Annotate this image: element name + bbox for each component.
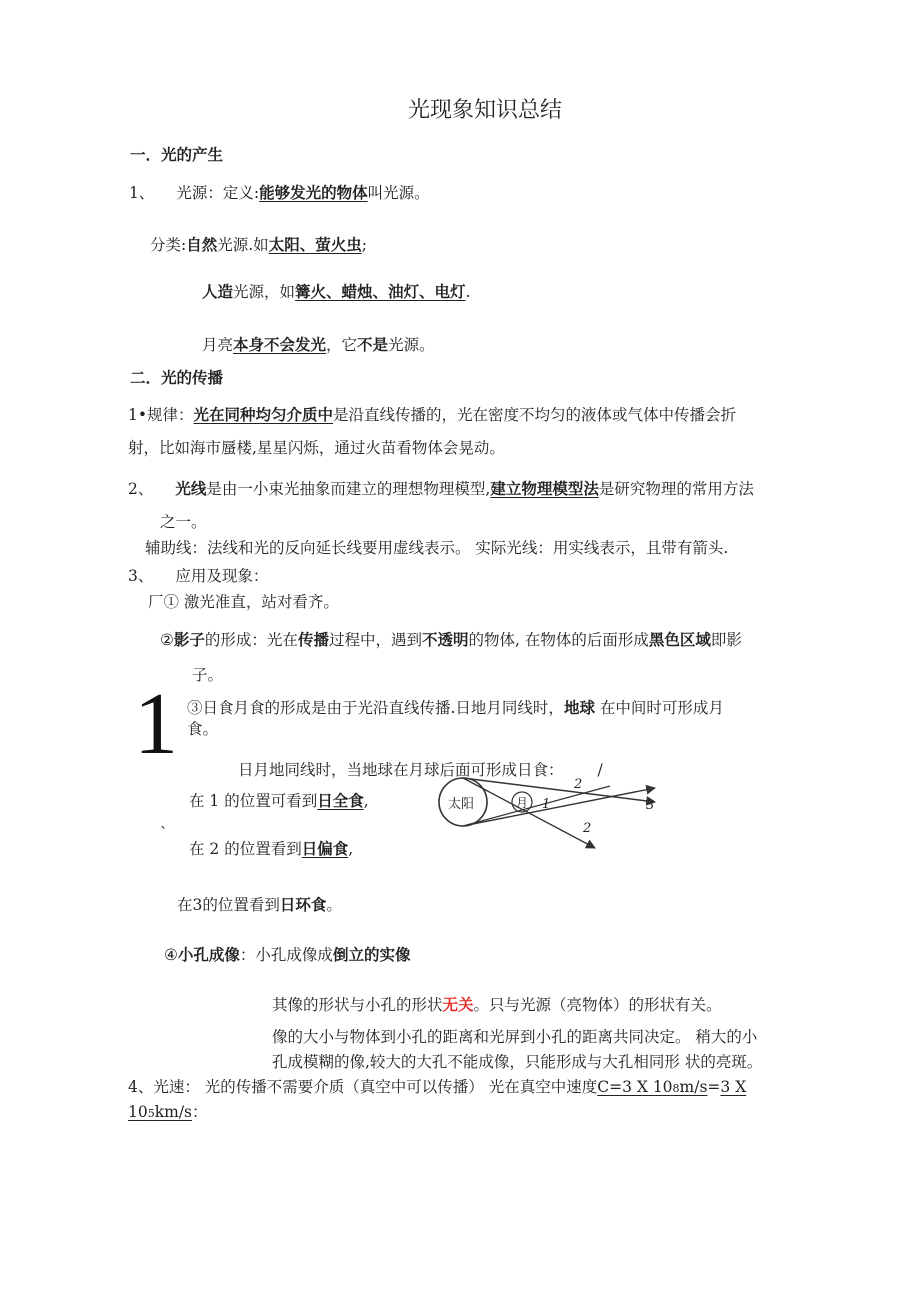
exponent: 8 [672, 1082, 680, 1095]
key-term: 影子 [173, 631, 205, 649]
text: , [348, 840, 354, 858]
speed-value: C=3 X 10 [597, 1078, 673, 1096]
section-2-heading: 二．光的传播 [130, 369, 224, 387]
key-term: 篝火、蜡烛、油灯、电灯 [295, 283, 466, 301]
text: / [597, 761, 603, 779]
key-term: 本身不会发光 [233, 336, 327, 354]
s2-line-21 [128, 1077, 746, 1099]
text: 月亮 [202, 336, 234, 354]
key-term: 传播 [297, 631, 329, 649]
text: 1•规律： [128, 406, 194, 424]
key-term: 光线 [175, 480, 207, 498]
text: ; [361, 236, 367, 254]
text: 日月地同线时，当地球在月球后面可形成日食： [238, 761, 564, 779]
text: 的物体, 在物体的后面形成 [468, 631, 649, 649]
unit: m/s [679, 1078, 708, 1096]
key-term: 自然 [186, 236, 218, 254]
s2-line-9: 子。 [192, 666, 224, 684]
text: 。只与光源（亮物体）的形状有关。 [473, 996, 722, 1014]
s1-line-1 [129, 183, 430, 203]
text: 其像的形状与小孔的形状 [272, 996, 443, 1014]
text: ③日食月食的形成是由于光沿直线传播.日地月同线时， [187, 699, 564, 717]
text: , [363, 792, 369, 810]
text: 叫光源。 [367, 184, 430, 202]
key-term: 倒立的实像 [332, 946, 411, 964]
s2-line-7: 厂① 激光准直，站对看齐。 [148, 593, 339, 611]
text: 是沿直线传播的，光在密度不均匀的液体或气体中传播会折 [333, 406, 737, 424]
s2-line-13 [189, 791, 369, 811]
large-numeral: 1 [134, 676, 178, 773]
s2-line-6 [128, 566, 268, 586]
s2-line-16 [177, 895, 342, 915]
moon-label: 月 [516, 796, 529, 810]
list-number: 1、 [129, 184, 155, 202]
text: 是研究物理的常用方法 [598, 480, 754, 498]
text: 光源。 [388, 336, 435, 354]
sun-label: 太阳 [448, 797, 475, 812]
s2-line-15 [189, 839, 353, 859]
key-term: 不透明 [421, 631, 469, 649]
position-label: 1 [542, 797, 551, 812]
s2-line-2: 射，比如海市蜃楼,星星闪烁，通过火苗看物体会晃动。 [128, 439, 505, 457]
s2-line-22 [128, 1102, 208, 1124]
exponent: 5 [147, 1107, 155, 1120]
ray-line [463, 778, 655, 802]
key-term: 黑色区域 [648, 631, 711, 649]
text: = [707, 1078, 721, 1096]
text: 的形成：光在 [204, 631, 298, 649]
text: ： [192, 1103, 208, 1121]
key-term: 光在同种均匀介质中 [193, 406, 334, 424]
key-term: 地球 [563, 699, 595, 717]
speed-value: 3 X [720, 1078, 747, 1096]
s2-line-4: 之一。 [160, 513, 207, 531]
text: 在 2 的位置看到 [189, 840, 302, 858]
text: ④ [164, 946, 178, 964]
text: 过程中，遇到 [328, 631, 422, 649]
list-number: 3、 [128, 567, 154, 585]
text: 在 1 的位置可看到 [189, 792, 318, 810]
text: ② [160, 631, 174, 649]
key-term: 人造 [202, 283, 234, 301]
text: 。 [326, 896, 342, 914]
s2-line-20: 孔成模糊的像,较大的大孔不能成像，只能形成与大孔相同形 状的亮斑。 [272, 1053, 763, 1071]
text: 4、光速： 光的传播不需要介质（真空中可以传播） 光在真空中速度 [128, 1078, 598, 1096]
s2-line-17 [164, 945, 410, 965]
list-number: 2、 [128, 480, 154, 498]
position-label: 2 [583, 821, 592, 836]
page-title: 光现象知识总结 [408, 98, 563, 123]
solar-eclipse-diagram [430, 768, 670, 858]
text: 即影 [710, 631, 742, 649]
text: 在中间时可形成月 [594, 699, 724, 717]
s2-line-3 [128, 479, 754, 499]
position-label: 2 [574, 777, 583, 792]
text: 是由一小束光抽象而建立的理想物理模型, [206, 480, 491, 498]
s2-line-11: 食。 [187, 720, 219, 738]
key-term: 日偏食 [301, 840, 349, 858]
tick-mark: ˋ [160, 825, 168, 843]
s1-line-4 [202, 335, 435, 355]
s2-line-19: 像的大小与物体到小孔的距离和光屏到小孔的距离共同决定。 稍大的小 [272, 1028, 758, 1046]
s2-line-8 [160, 630, 742, 650]
key-term: 能够发光的物体 [259, 184, 368, 202]
s2-line-1 [128, 405, 736, 425]
text: 光源.如 [217, 236, 269, 254]
s2-line-10 [187, 698, 724, 718]
s1-line-3 [202, 282, 470, 302]
text: 光源：定义: [176, 184, 260, 202]
position-label: 3 [646, 798, 655, 813]
key-term: 无关 [442, 996, 474, 1014]
text: 光源，如 [233, 283, 296, 301]
text: ，它 [326, 336, 358, 354]
speed-value: 10 [128, 1103, 148, 1121]
s1-line-2 [150, 235, 367, 255]
text: . [465, 283, 471, 301]
key-term: 建立物理模型法 [490, 480, 599, 498]
key-term: 日全食 [317, 792, 364, 810]
text: ：小孔成像成 [239, 946, 333, 964]
text: 应用及现象： [175, 567, 269, 585]
text: 分类: [150, 236, 187, 254]
s2-line-5: 辅助线：法线和光的反向延长线要用虚线表示。 实际光线：用实线表示，且带有箭头. [145, 539, 729, 557]
text: 在3的位置看到 [177, 896, 280, 914]
section-1-heading: 一．光的产生 [130, 146, 224, 164]
key-term: 太阳、萤火虫 [268, 236, 362, 254]
unit: km/s [154, 1103, 193, 1121]
key-term: 不是 [357, 336, 389, 354]
key-term: 日环食 [279, 896, 327, 914]
key-term: 小孔成像 [177, 946, 240, 964]
s2-line-18 [272, 995, 722, 1015]
